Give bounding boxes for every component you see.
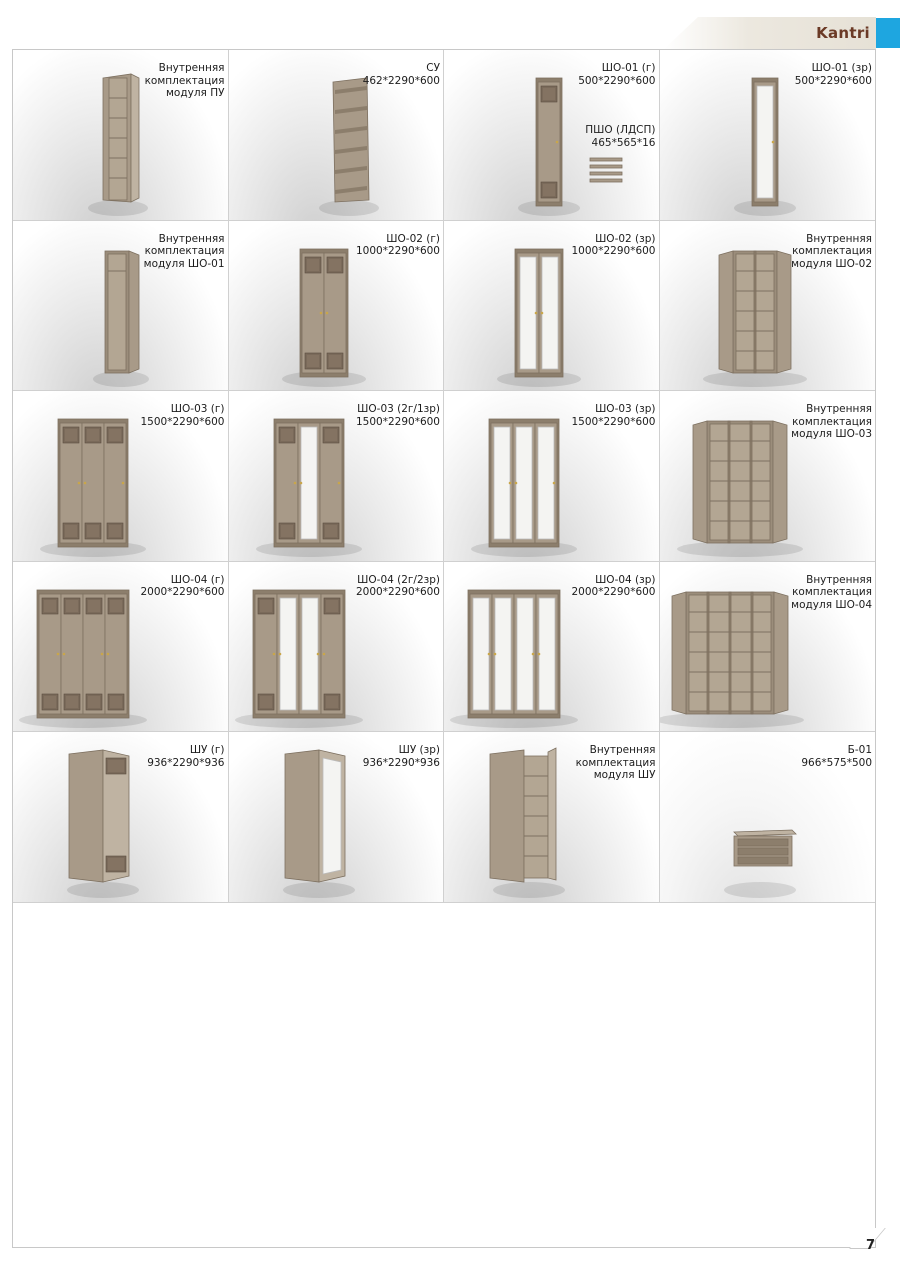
product-title: Внутренняя	[806, 232, 872, 245]
product-cell	[660, 391, 876, 562]
product-cell	[229, 562, 445, 733]
product-title: Внутренняя	[806, 403, 872, 416]
product-title: ШО-02 (г)	[386, 232, 440, 245]
product-caption	[363, 744, 440, 769]
product-title: ШО-03 (2г/1зр)	[357, 403, 440, 416]
product-title: Б-01	[847, 744, 872, 757]
product-cell	[13, 562, 229, 733]
product-caption	[145, 62, 225, 100]
product-dimension: 966*575*500	[801, 756, 872, 769]
product-title: ШУ (зр)	[398, 744, 440, 757]
product-title: ШО-01 (зр)	[811, 62, 872, 74]
brand-name: Kantri	[816, 24, 870, 42]
product-cell	[229, 391, 445, 562]
product-caption	[801, 744, 872, 769]
product-cell	[13, 221, 229, 392]
product-dimension: 1000*2290*600	[571, 245, 656, 258]
product-title: ШУ (г)	[189, 744, 225, 757]
product-grid	[13, 50, 875, 903]
product-dimension: 2000*2290*600	[356, 586, 440, 599]
product-caption	[356, 574, 440, 599]
product-title: ШО-01 (г)	[601, 62, 656, 74]
product-caption	[572, 574, 656, 599]
product-caption	[791, 403, 872, 441]
accessory-text: ПШО (ЛДСП)	[585, 124, 656, 136]
product-caption	[356, 403, 440, 428]
accessory-text: 465*565*16	[591, 136, 656, 149]
product-dimension: 936*2290*936	[147, 756, 225, 769]
product-dimension: комплектация	[144, 74, 225, 87]
product-cell	[660, 562, 876, 733]
product-cell	[660, 732, 876, 903]
product-title: СУ	[426, 62, 440, 74]
product-title: Внутренняя	[806, 573, 872, 586]
product-dimension: модуля ШО-01	[143, 257, 225, 270]
product-cell	[229, 732, 445, 903]
product-dimension: комплектация	[792, 415, 872, 428]
product-caption	[147, 744, 224, 769]
product-dimension: комплектация	[144, 245, 225, 258]
product-title: Внутренняя	[158, 232, 225, 245]
product-caption	[144, 233, 225, 271]
product-dimension: 500*2290*600	[794, 74, 872, 87]
product-title: ШО-03 (г)	[170, 403, 225, 416]
product-cell	[444, 562, 660, 733]
product-title: ШО-04 (зр)	[595, 573, 656, 586]
product-cell	[13, 50, 229, 221]
product-dimension: модуля ШО-04	[791, 598, 872, 611]
product-cell	[13, 732, 229, 903]
product-caption	[576, 744, 656, 782]
product-dimension: комплектация	[792, 586, 872, 599]
product-caption	[572, 233, 656, 258]
product-caption	[363, 62, 440, 87]
product-dimension: 462*2290*600	[362, 74, 440, 87]
product-dimension: модуля ШО-03	[791, 428, 872, 441]
product-dimension: 1500*2290*600	[571, 415, 656, 428]
product-dimension: 2000*2290*600	[571, 586, 656, 599]
product-caption	[791, 574, 872, 612]
product-caption	[791, 233, 872, 271]
product-cell	[229, 50, 445, 221]
product-dimension: 1000*2290*600	[356, 245, 440, 258]
product-dimension: комплектация	[792, 245, 872, 258]
product-dimension: модуля ШУ	[593, 769, 656, 782]
product-cell	[444, 221, 660, 392]
product-caption	[572, 403, 656, 428]
product-cell	[660, 50, 876, 221]
product-dimension: 500*2290*600	[578, 74, 656, 87]
product-caption	[356, 233, 440, 258]
brand-accent-square	[876, 18, 900, 48]
product-cell	[444, 391, 660, 562]
product-title: ШО-03 (зр)	[595, 403, 656, 416]
product-title: Внутренняя	[158, 62, 225, 74]
product-cell	[229, 221, 445, 392]
product-title: ШО-04 (г)	[170, 573, 225, 586]
product-caption	[141, 574, 225, 599]
product-dimension: модуля ШО-02	[791, 257, 872, 270]
product-caption	[578, 62, 655, 87]
product-title: Внутренняя	[589, 744, 656, 757]
product-cell	[444, 732, 660, 903]
product-caption	[795, 62, 872, 87]
product-caption	[141, 403, 225, 428]
product-cell	[13, 391, 229, 562]
product-dimension: комплектация	[575, 756, 656, 769]
product-cell	[660, 221, 876, 392]
product-dimension: 2000*2290*600	[140, 586, 225, 599]
product-cell	[444, 50, 660, 221]
product-dimension: модуля ПУ	[166, 87, 225, 99]
product-dimension: 936*2290*936	[362, 756, 440, 769]
page-number: 7	[866, 1238, 876, 1253]
accessory-caption	[585, 124, 655, 149]
product-title: ШО-04 (2г/2зр)	[357, 573, 440, 586]
product-dimension: 1500*2290*600	[140, 415, 225, 428]
product-title: ШО-02 (зр)	[595, 232, 656, 245]
product-dimension: 1500*2290*600	[356, 415, 440, 428]
